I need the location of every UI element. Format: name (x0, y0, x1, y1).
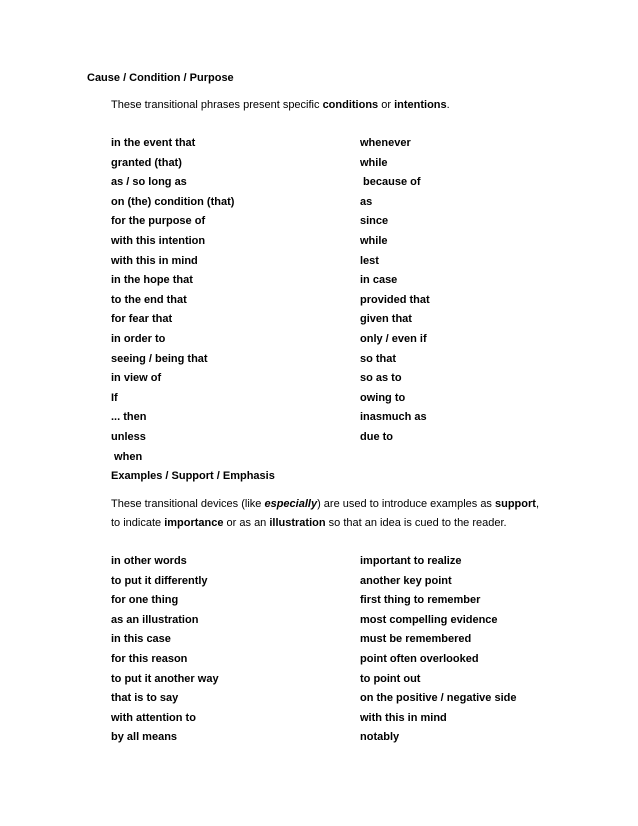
phrase-list-left (111, 134, 234, 467)
phrase-item: If (111, 391, 118, 404)
phrase-item: with attention to (111, 711, 196, 724)
phrase-item: in order to (111, 332, 166, 345)
phrase-item: while (360, 234, 388, 247)
phrase-list-right (360, 552, 516, 748)
phrase-item: for one thing (111, 594, 179, 607)
phrase-item: another key point (360, 574, 452, 587)
phrase-item: with this in mind (111, 254, 198, 267)
section-heading-cause: Cause / Condition / Purpose (87, 72, 234, 84)
phrase-item: for this reason (111, 652, 188, 665)
phrase-item: in this case (111, 633, 171, 646)
phrase-item: due to (360, 430, 393, 443)
section-intro-cause (111, 96, 551, 115)
phrase-item: unless (111, 430, 146, 443)
phrase-item: owing to (360, 391, 406, 404)
phrase-item: for fear that (111, 313, 173, 326)
phrase-item: point often overlooked (360, 652, 479, 665)
phrase-item: in view of (111, 372, 162, 385)
phrase-list-right (360, 134, 430, 448)
phrase-item: important to realize (360, 555, 462, 567)
phrase-item: to point out (360, 672, 421, 685)
intro-bold-term: intentions (394, 99, 447, 111)
phrase-item: for the purpose of (111, 215, 206, 228)
section-intro-examples (111, 495, 541, 533)
intro-text: These transitional phrases present specific (111, 99, 323, 111)
intro-text: , to indicate (111, 498, 540, 529)
phrase-item: inasmuch as (360, 411, 427, 424)
phrase-item: in case (360, 274, 398, 287)
phrase-item: lest (360, 254, 379, 267)
phrase-item: with this in mind (360, 711, 447, 724)
phrase-item: notably (360, 731, 400, 744)
intro-text: These transitional devices (like (111, 498, 265, 510)
phrase-item: on the positive / negative side (360, 692, 517, 705)
intro-bold-term: illustration (269, 517, 326, 529)
phrase-item: because of (360, 176, 421, 189)
phrase-item: to the end that (111, 293, 187, 306)
phrase-list-left (111, 552, 219, 748)
phrase-item: provided that (360, 293, 430, 306)
phrase-item: given that (360, 313, 412, 326)
intro-emphasis-term: especially (264, 498, 318, 510)
intro-text: ) are used to introduce examples as (317, 498, 495, 510)
intro-bold-term: conditions (322, 99, 379, 111)
phrase-item: since (360, 215, 389, 228)
phrase-item: on (the) condition (that) (111, 195, 235, 208)
phrase-item: first thing to remember (360, 594, 481, 607)
intro-text: so that an idea is cued to the reader. (325, 517, 507, 529)
phrase-item: in the event that (111, 137, 196, 149)
phrase-item: so that (360, 352, 397, 365)
intro-bold-term: importance (164, 517, 224, 529)
phrase-item: only / even if (360, 332, 427, 345)
phrase-item: so as to (360, 372, 402, 385)
phrase-item: that is to say (111, 692, 179, 705)
intro-bold-term: support (495, 498, 536, 510)
phrase-item: in other words (111, 555, 187, 567)
phrase-item: as an illustration (111, 613, 199, 626)
phrase-item: as / so long as (111, 176, 187, 189)
phrase-item: must be remembered (360, 633, 472, 646)
phrase-item: in the hope that (111, 274, 193, 287)
phrase-item: when (111, 450, 143, 463)
section-heading-examples: Examples / Support / Emphasis (111, 470, 275, 482)
phrase-item: ... then (111, 411, 147, 424)
phrase-item: to put it another way (111, 672, 219, 685)
phrase-item: as (360, 195, 373, 208)
phrase-item: with this intention (111, 234, 206, 247)
phrase-item: to put it differently (111, 574, 208, 587)
phrase-item: seeing / being that (111, 352, 208, 365)
intro-text: or as an (223, 517, 270, 529)
phrase-item: whenever (360, 137, 411, 149)
phrase-item: most compelling evidence (360, 613, 498, 626)
intro-text: or (378, 99, 395, 111)
intro-text: . (446, 99, 450, 111)
phrase-item: by all means (111, 731, 178, 744)
phrase-item: granted (that) (111, 156, 182, 169)
phrase-item: while (360, 156, 388, 169)
